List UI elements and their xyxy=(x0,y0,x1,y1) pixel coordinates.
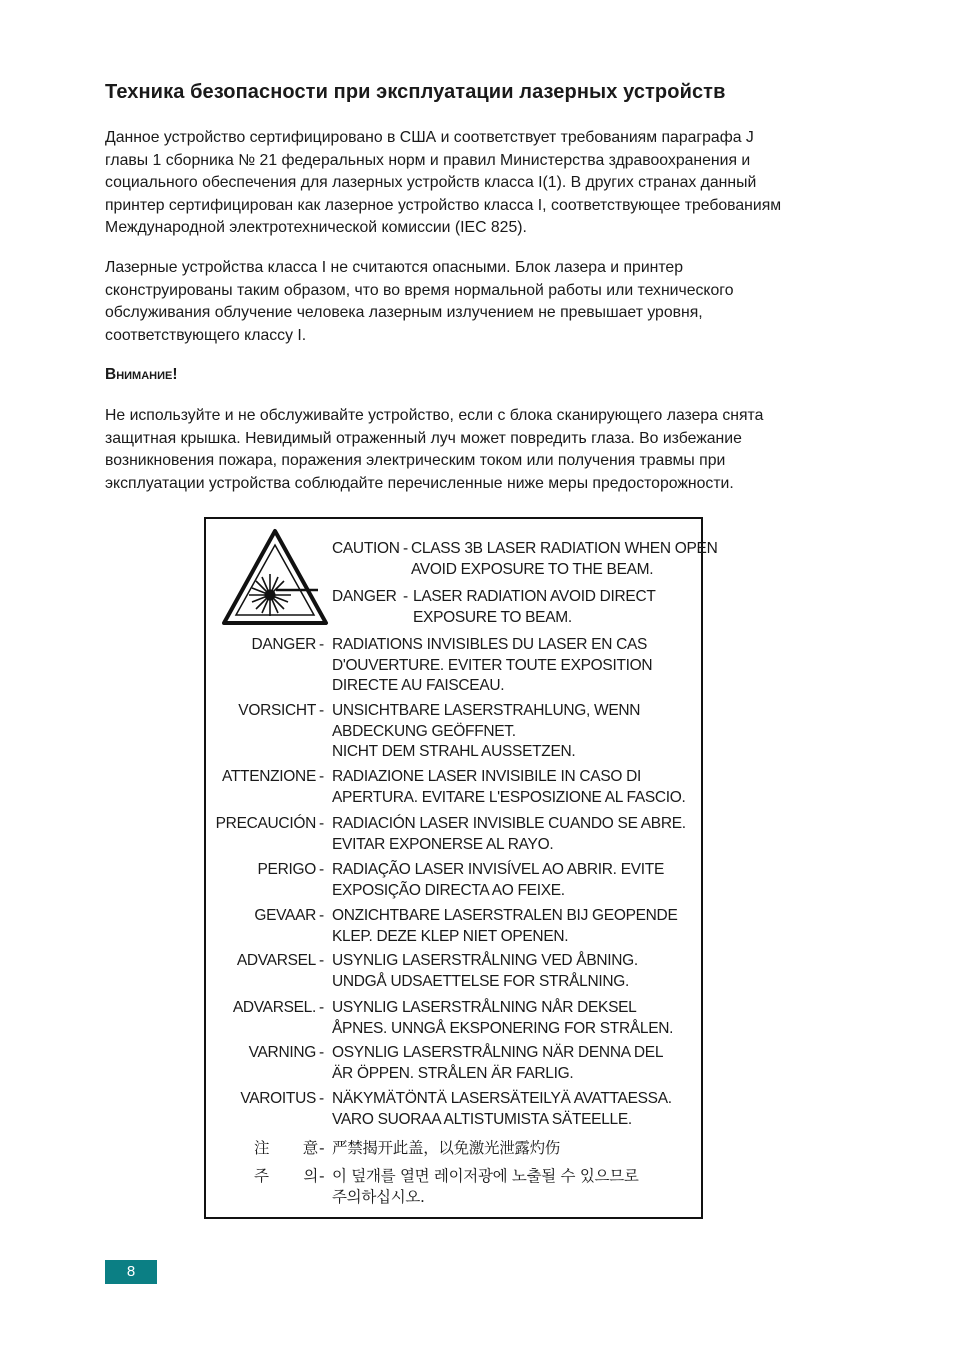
label-line: OSYNLIG LASERSTRÅLNING NÄR DENNA DEL xyxy=(332,1044,664,1061)
warning-heading: Внимание! xyxy=(105,366,178,383)
label-text xyxy=(332,1043,663,1084)
label-line: 严禁揭开此盖，以免激光泄露灼伤 xyxy=(332,1139,561,1157)
label-text xyxy=(332,701,640,763)
label-key: ATTENZIONE xyxy=(221,768,316,785)
label-line: NÄKYMÄTÖNTÄ LASERSÄTEILYÄ AVATTAESSA. xyxy=(332,1090,672,1107)
label-text xyxy=(332,814,686,855)
label-text xyxy=(332,767,686,808)
label-text xyxy=(413,587,656,628)
label-dash: - xyxy=(319,702,324,719)
paragraph-line: соответствующего классу I. xyxy=(105,326,307,344)
label-line: AVOID EXPOSURE TO THE BEAM. xyxy=(411,560,654,578)
label-dash: - xyxy=(319,1167,325,1185)
label-line: EVITAR EXPONERSE AL RAYO. xyxy=(332,835,554,853)
paragraph-line: сконструированы таким образом, что во время нормальной работы или технического xyxy=(105,281,734,299)
paragraph-line: обслуживания облучение человека лазерным излучением не превышает уровня, xyxy=(105,304,703,321)
label-key-char: 意 xyxy=(302,1139,318,1157)
label-text xyxy=(332,635,652,697)
label-key xyxy=(254,1166,318,1187)
label-text xyxy=(332,860,664,901)
label-key: VORSICHT xyxy=(238,702,316,719)
label-dash: - xyxy=(319,1139,325,1157)
label-line: USYNLIG LASERSTRÅLNING NÅR DEKSEL xyxy=(332,999,637,1016)
page-title: Техника безопасности при эксплуатации лазерных устройств xyxy=(105,81,726,103)
label-dash: - xyxy=(319,1044,324,1061)
label-key: PRECAUCIÓN xyxy=(215,815,316,832)
label-line: RADIAÇÃO LASER INVISÍVEL AO ABRIR. EVITE xyxy=(332,861,664,878)
label-line: D'OUVERTURE. EVITER TOUTE EXPOSITION xyxy=(332,656,653,674)
paragraph-line: Международной электротехнической комиссии (IEC 825). xyxy=(105,219,527,236)
certification-paragraph xyxy=(105,127,865,240)
label-text xyxy=(332,998,673,1039)
label-line: ABDECKUNG GEÖFFNET. xyxy=(332,722,516,740)
label-text xyxy=(332,906,677,947)
label-line: USYNLIG LASERSTRÅLNING VED ÅBNING. xyxy=(332,952,638,969)
label-line: NICHT DEM STRAHL AUSSETZEN. xyxy=(332,743,576,761)
laser-warning-label xyxy=(204,517,718,1219)
label-text xyxy=(332,1089,672,1130)
label-key: VARNING xyxy=(248,1044,316,1061)
label-line: VARO SUORAA ALTISTUMISTA SÄTEELLE. xyxy=(332,1110,632,1128)
label-line: KLEP. DEZE KLEP NIET OPENEN. xyxy=(332,927,569,945)
page-number: 8 xyxy=(105,1260,157,1284)
label-text xyxy=(332,1138,560,1159)
label-dash: - xyxy=(403,588,408,605)
paragraph-line: эксплуатации устройства соблюдайте перечисленные ниже меры предосторожности. xyxy=(105,474,734,492)
class-one-paragraph xyxy=(105,257,865,347)
label-dash: - xyxy=(319,1090,324,1107)
label-dash: - xyxy=(319,815,324,832)
paragraph-line: защитная крышка. Невидимый отраженный луч может повредить глаза. Во избежание xyxy=(105,429,742,447)
label-line: RADIAZIONE LASER INVISIBILE IN CASO DI xyxy=(332,768,642,785)
paragraph-line: социального обеспечения для лазерных устройств класса I(1). В других странах данный xyxy=(105,174,757,191)
label-dash: - xyxy=(403,540,408,557)
label-key xyxy=(254,1138,318,1159)
label-line: APERTURA. EVITARE L'ESPOSIZIONE AL FASCIO. xyxy=(332,788,686,806)
label-dash: - xyxy=(319,999,324,1016)
paragraph-line: Не используйте и не обслуживайте устройство, если с блока сканирующего лазера снята xyxy=(105,407,764,424)
label-line: RADIATIONS INVISIBLES DU LASER EN CAS xyxy=(332,636,648,653)
laser-hazard-icon xyxy=(220,527,330,627)
label-key: CAUTION xyxy=(332,540,400,557)
label-line: DIRECTE AU FAISCEAU. xyxy=(332,677,505,695)
paragraph-line: принтер сертифицирован как лазерное устройство класса I, соответствующее требованиям xyxy=(105,196,782,214)
label-dash: - xyxy=(319,907,324,924)
label-dash: - xyxy=(319,952,324,969)
label-key-char: 의 xyxy=(303,1167,318,1185)
label-text xyxy=(411,539,717,580)
label-line: 주의하십시오. xyxy=(332,1187,425,1206)
label-key-char: 注 xyxy=(254,1139,270,1157)
warning-paragraph xyxy=(105,405,865,495)
label-line: RADIACIÓN LASER INVISIBLE CUANDO SE ABRE. xyxy=(332,815,686,832)
label-line: 이 덮개를 열면 레이저광에 노출될 수 있으므로 xyxy=(332,1167,639,1185)
label-key-char: 주 xyxy=(254,1167,269,1185)
label-text xyxy=(332,1166,639,1207)
label-line: CLASS 3B LASER RADIATION WHEN OPEN xyxy=(411,540,718,557)
label-line: ÅPNES. UNNGÅ EKSPONERING FOR STRÅLEN. xyxy=(332,1019,674,1037)
label-key: DANGER xyxy=(251,636,316,653)
label-dash: - xyxy=(319,861,324,878)
paragraph-line: возникновения пожара, поражения электрическим током или получения травмы при xyxy=(105,452,726,469)
paragraph-line: главы 1 сборника № 21 федеральных норм и правил Министерства здравоохранения и xyxy=(105,151,751,169)
label-key: ADVARSEL. xyxy=(232,999,316,1016)
label-text xyxy=(332,951,638,992)
label-key: GEVAAR xyxy=(254,907,316,924)
paragraph-line: Лазерные устройства класса I не считаются опасными. Блок лазера и принтер xyxy=(105,259,683,276)
label-line: EXPOSIÇÃO DIRECTA AO FEIXE. xyxy=(332,881,565,899)
label-dash: - xyxy=(319,768,324,785)
label-key: DANGER xyxy=(332,588,397,605)
label-key: PERIGO xyxy=(257,861,316,878)
label-line: UNSICHTBARE LASERSTRAHLUNG, WENN xyxy=(332,702,641,719)
label-key: ADVARSEL xyxy=(236,952,316,969)
label-line: EXPOSURE TO BEAM. xyxy=(413,608,572,626)
label-line: UNDGÅ UDSAETTELSE FOR STRÅLNING. xyxy=(332,972,630,990)
label-line: ONZICHTBARE LASERSTRALEN BIJ GEOPENDE xyxy=(332,907,678,924)
label-key: VAROITUS xyxy=(240,1090,316,1107)
paragraph-line: Данное устройство сертифицировано в США и соответствует требованиям параграфа J xyxy=(105,129,754,146)
label-line: ÄR ÖPPEN. STRÅLEN ÄR FARLIG. xyxy=(332,1064,574,1082)
label-line: LASER RADIATION AVOID DIRECT xyxy=(413,588,656,605)
label-dash: - xyxy=(319,636,324,653)
